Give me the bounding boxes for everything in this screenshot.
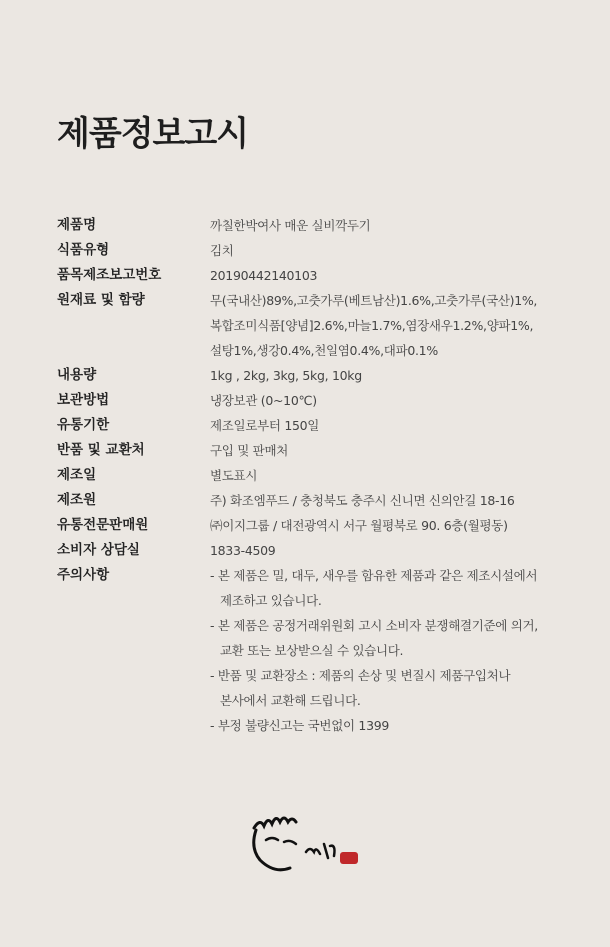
value-line: 1833-4509 [210,543,276,558]
product-info-table [57,213,577,738]
row-label: 원재료 및 함량 [57,292,145,308]
row-value [210,463,577,488]
value-line: 1kg , 2kg, 3kg, 5kg, 10kg [210,368,362,383]
value-line: 까칠한박여사 매운 실비깍두기 [210,218,371,233]
value-line: 무(국내산)89%,고춧가루(베트남산)1.6%,고춧가루(국산)1%, [210,293,538,308]
row-value [210,513,577,538]
info-row-shelf-life [57,413,577,438]
info-row-distributor [57,513,577,538]
notice-line: - 본 제품은 밀, 대두, 새우를 함유한 제품과 같은 제조시설에서 [210,568,538,583]
info-row-manufacture-date [57,463,577,488]
value-line: 별도표시 [210,468,258,483]
signature-drawing [244,808,374,878]
info-row-storage [57,388,577,413]
row-value [210,413,577,438]
row-value [210,363,577,388]
info-row-manufacturer [57,488,577,513]
info-row-food-type [57,238,577,263]
notice-line: 제조하고 있습니다. [220,593,322,608]
row-label: 품목제조보고번호 [57,267,162,283]
info-row-report-number [57,263,577,288]
value-line: 20190442140103 [210,268,318,283]
page-title: 제품정보고시 [57,114,249,154]
value-line: 주) 화조엠푸드 / 충청북도 충주시 신니면 신의안길 18-16 [210,493,515,508]
value-line: 설탕1%,생강0.4%,천일염0.4%,대파0.1% [210,343,438,358]
value-line: 제조일로부터 150일 [210,418,320,433]
row-value [210,438,577,463]
brand-signature-logo [244,808,374,878]
row-label: 제조원 [57,492,97,508]
info-row-precautions [57,563,577,738]
info-row-product-name [57,213,577,238]
row-label: 반품 및 교환처 [57,442,145,458]
notice-line: - 본 제품은 공정거래위원회 고시 소비자 분쟁해결기준에 의거, [210,618,538,633]
row-value [210,538,577,563]
row-label: 제품명 [57,217,97,233]
row-value [210,213,577,238]
notice-line: 본사에서 교환해 드립니다. [220,693,361,708]
row-label: 내용량 [57,367,97,383]
value-line: 구입 및 판매처 [210,443,288,458]
row-value [210,388,577,413]
notice-line: 교환 또는 보상받으실 수 있습니다. [220,643,404,658]
value-line: 냉장보관 (0~10℃) [210,393,317,408]
info-row-customer-center [57,538,577,563]
value-line: 김치 [210,243,234,258]
row-label: 유통기한 [57,417,110,433]
row-label: 주의사항 [57,567,110,583]
row-label: 제조일 [57,467,97,483]
row-value [210,288,577,363]
value-line: 복합조미식품[양념]2.6%,마늘1.7%,염장새우1.2%,양파1%, [210,318,534,333]
info-row-net-weight [57,363,577,388]
row-label: 유통전문판매원 [57,517,149,533]
info-row-ingredients [57,288,577,363]
info-row-returns [57,438,577,463]
row-value [210,238,577,263]
value-line: ㈜이지그룹 / 대전광역시 서구 월평북로 90. 6층(월평동) [210,518,508,533]
row-value [210,263,577,288]
row-label: 소비자 상담실 [57,542,140,558]
row-value [210,488,577,513]
notice-line: - 부정 불량신고는 국번없이 1399 [210,718,390,733]
row-value [210,563,577,738]
row-label: 식품유형 [57,242,110,258]
notice-line: - 반품 및 교환장소 : 제품의 손상 및 변질시 제품구입처나 [210,668,511,683]
row-label: 보관방법 [57,392,110,408]
